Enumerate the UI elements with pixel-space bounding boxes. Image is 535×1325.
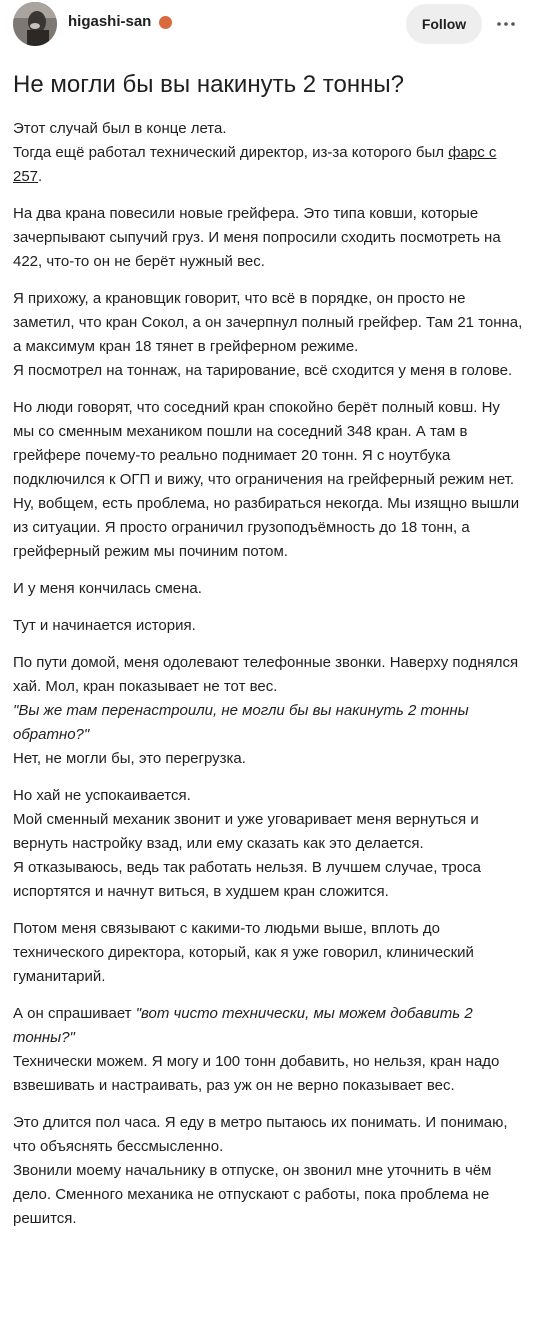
paragraph-5: И у меня кончилась смена.	[13, 580, 202, 597]
avatar-image	[13, 2, 57, 46]
follow-button[interactable]: Follow	[406, 4, 482, 44]
paragraph-10-quote: "вот чисто технически, мы можем добавить 2 тонны?"	[13, 1005, 473, 1046]
paragraph-7-line-3: Нет, не могли бы, это перегрузка.	[13, 750, 246, 767]
post-body	[13, 117, 523, 1244]
paragraph-9: Потом меня связывают с какими-то людьми выше, вплоть до технического директора, который, как я уже говорил, клинический гуманитарий.	[13, 920, 474, 985]
paragraph-1-period: .	[38, 168, 43, 185]
paragraph-8-line-1: Но хай не успокаивается.	[13, 787, 191, 804]
paragraph-11	[13, 1111, 523, 1231]
paragraph-2: На два крана повесили новые грейфера. Это типа ковши, которые зачерпывают сыпучий груз. И меня попросили сходить посмотреть на 422, что-то он не берёт нужный вес.	[13, 205, 501, 270]
paragraph-7-quote: "Вы же там перенастроили, не могли бы вы накинуть 2 тонны обратно?"	[13, 702, 469, 743]
paragraph-7-line-1: По пути домой, меня одолевают телефонные звонки. Наверху поднялся хай. Мол, кран показывает не тот вес.	[13, 654, 519, 695]
paragraph-11-line-2: Звонили моему начальнику в отпуске, он звонил мне уточнить в чём дело. Сменного механика не отпускают с работы, пока проблема не решится.	[13, 1162, 492, 1227]
paragraph-3	[13, 287, 523, 383]
paragraph-3-line-1: Я прихожу, а крановщик говорит, что всё в порядке, он просто не заметил, что кран Сокол, а он зачерпнул полный грейфер. Там 21 тонна, а максимум кран 18 тянет в грейферном режиме.	[13, 290, 523, 355]
paragraph-10-line-2: Технически можем. Я могу и 100 тонн добавить, но нельзя, кран надо взвешивать и настраивать, раз уж он не верно показывает вес.	[13, 1053, 500, 1094]
post-header	[0, 0, 535, 48]
paragraph-8-line-3: Я отказываюсь, ведь так работать нельзя. В лучшем случае, троса испортятся и начнут виться, в худшем кран сложится.	[13, 859, 481, 900]
paragraph-4: Но люди говорят, что соседний кран спокойно берёт полный ковш. Ну мы со сменным механиком пошли на соседний 348 кран. А там в грейфере почему-то реально поднимает 20 тонн. Я с ноутбука подключился к ОГП и вижу, что ограничения на грейферный режим нет. Ну, вобщем, есть проблема, но разбираться некогда. Мы изящно вышли из ситуации. Я просто ограничил грузоподъёмность до 18 тонн, а грейферный режим мы починим потом.	[13, 399, 520, 560]
paragraph-11-line-1: Это длится пол часа. Я еду в метро пытаюсь их понимать. И понимаю, что объяснять бессмысленно.	[13, 1114, 508, 1155]
paragraph-3-line-2: Я посмотрел на тоннаж, на тарирование, всё сходится у меня в голове.	[13, 362, 513, 379]
paragraph-1-line-1: Этот случай был в конце лета.	[13, 120, 227, 137]
paragraph-10-prefix: А он спрашивает	[13, 1005, 136, 1022]
paragraph-7	[13, 651, 523, 771]
paragraph-8	[13, 784, 523, 904]
paragraph-10	[13, 1002, 523, 1098]
farce-link[interactable]: фарс с 257	[13, 144, 497, 185]
paragraph-6: Тут и начинается история.	[13, 617, 196, 634]
more-horizontal-icon[interactable]	[494, 12, 518, 36]
paragraph-8-line-2: Мой сменный механик звонит и уже уговаривает меня вернуться и вернуть настройку взад, или ему сказать как это делается.	[13, 811, 479, 852]
paragraph-1	[13, 117, 523, 189]
username[interactable]: higashi-san	[68, 13, 152, 30]
badge-icon	[159, 16, 172, 29]
post-title: Не могли бы вы накинуть 2 тонны?	[13, 71, 404, 98]
paragraph-1-line-2: Тогда ещё работал технический директор, из-за которого был	[13, 144, 445, 161]
avatar[interactable]	[13, 2, 57, 46]
